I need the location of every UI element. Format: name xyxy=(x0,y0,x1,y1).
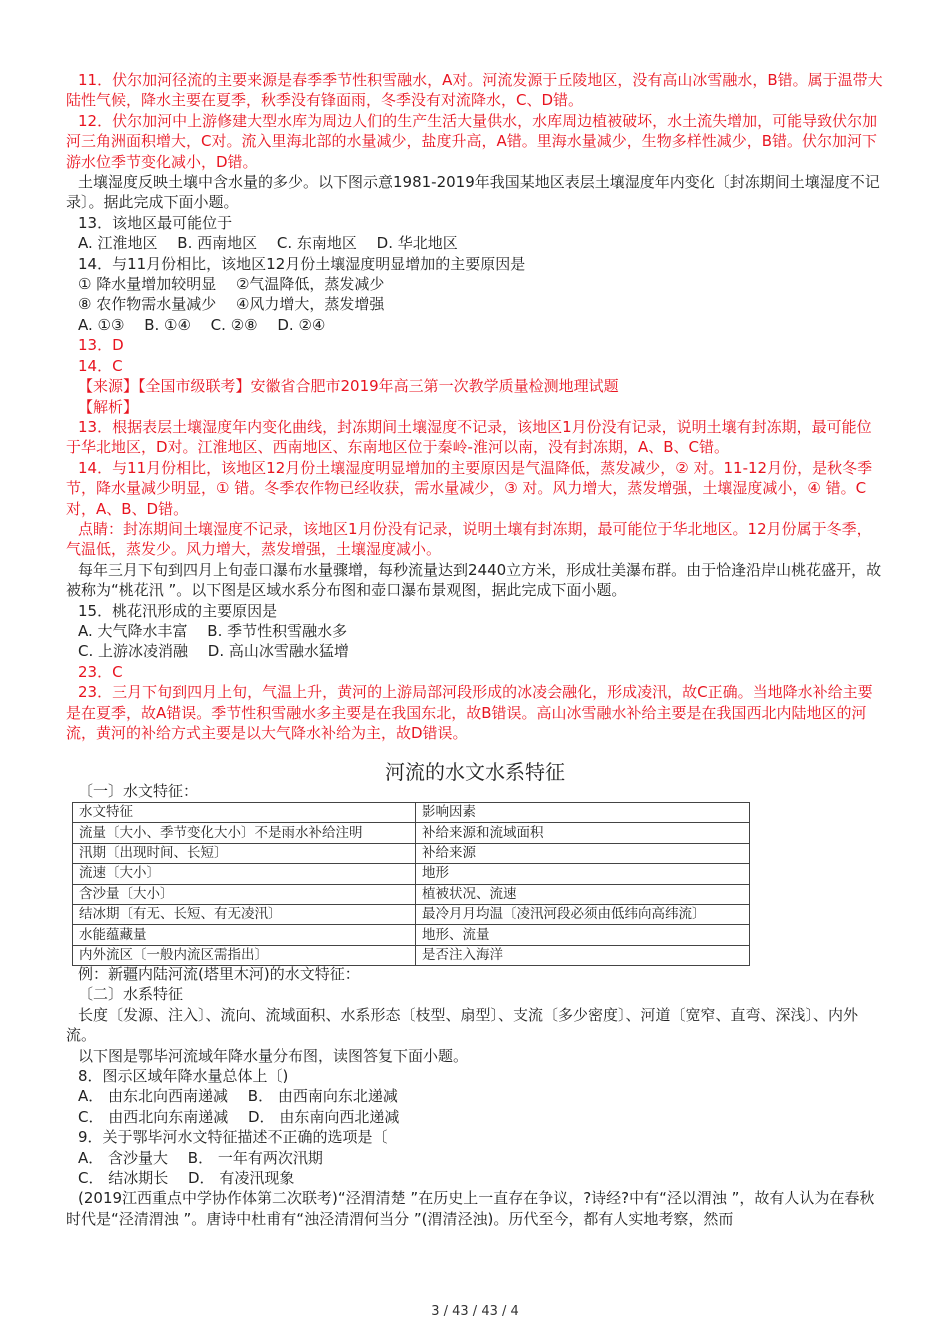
paragraph: 长度〔发源、注入〕、流向、流域面积、水系形态〔枝型、扇型〕、支流〔多少密度〕、河道〔宽窄、直弯、深浅〕、内外流。 xyxy=(66,1005,859,1045)
paragraph: A． 含沙量大 B． 一年有两次汛期 xyxy=(78,1148,323,1167)
paragraph: 〔二〕水系特征 xyxy=(78,985,184,1004)
table-row xyxy=(73,803,750,823)
paragraph: C． 由西北向东南递减 D． 由东南向西北递减 xyxy=(78,1107,400,1126)
paragraph: 【来源】【全国市级联考】安徽省合肥市2019年高三第一次教学质量检测地理试题 xyxy=(78,377,619,396)
section-title: 河流的水文水系特征 xyxy=(385,760,565,784)
table-cell-feature: 流量〔大小、季节变化大小〕不是雨水补给注明 xyxy=(73,823,416,843)
table-cell-feature: 内外流区〔一般内流区需指出〕 xyxy=(73,945,416,965)
table-cell-feature: 水能蕴藏量 xyxy=(73,925,416,945)
answer-section-top xyxy=(66,70,886,743)
table-cell-feature: 水文特征 xyxy=(73,803,416,823)
paragraph: 14．C xyxy=(78,356,123,375)
hydrology-table xyxy=(72,802,750,966)
subheading-text: 〔一〕水文特征： xyxy=(78,782,199,800)
paragraph: 点睛：封冻期间土壤湿度不记录，该地区1月份没有记录，说明土壤有封冻期，最可能位于华北地区。12月份属于冬季，气温低，蒸发少。风力增大，蒸发增强，土壤湿度减小。 xyxy=(66,519,872,559)
paragraph: 12．伏尔加河中上游修建大型水库为周边人们的生产生活大量供水，水库周边植被破坏，水土流失增加，可能导致伏尔加河三角洲面积增大，C对。流入里海北部的水量减少，盐度升高，A错。里海水量减少，生物多样性减少，B错。伏尔加河下游水位季节变化减小，D错。 xyxy=(66,111,878,171)
table-row xyxy=(73,823,750,843)
table-row xyxy=(73,904,750,924)
table-cell-factor: 影响因素 xyxy=(416,803,750,823)
table-cell-factor: 最冷月月均温〔凌汛河段必须由低纬向高纬流〕 xyxy=(416,904,750,924)
paragraph: A. 大气降水丰富 B. 季节性积雪融水多 xyxy=(78,621,348,640)
table-cell-factor: 地形、流量 xyxy=(416,925,750,945)
table-cell-factor: 补给来源 xyxy=(416,843,750,863)
paragraph: C． 结冰期长 D． 有凌汛现象 xyxy=(78,1169,295,1188)
table-row xyxy=(73,864,750,884)
paragraph: A. ①③ B. ①④ C. ②⑧ D. ②④ xyxy=(78,315,326,334)
paragraph: 14．与11月份相比，该地区12月份土壤湿度明显增加的主要原因是 xyxy=(78,254,526,273)
table-row xyxy=(73,884,750,904)
paragraph: 23．三月下旬到四月上旬，气温上升，黄河的上游局部河段形成的冰凌会融化，形成凌汛，故C正确。当地降水补给主要是在夏季，故A错误。季节性积雪融水多主要是在我国东北，故B错误。高山冰雪融水补给主要是在我国西北内陆地区的河流，黄河的补给方式主要是以大气降水补给为主，故D错误。 xyxy=(66,683,873,742)
paragraph: 13．D xyxy=(78,336,124,355)
paragraph: 23．C xyxy=(78,662,123,681)
paragraph: 8．图示区域年降水量总体上〔) xyxy=(78,1067,289,1086)
paragraph: 【解析】 xyxy=(78,397,139,416)
paragraph: 每年三月下旬到四月上旬壶口瀑布水量骤增，每秒流量达到2440立方米，形成壮美瀑布群。由于恰逢沿岸山桃花盛开，故被称为“桃花汛 ”。以下图是区域水系分布图和壶口瀑布景观图，据此完成下面小题。 xyxy=(66,560,882,600)
paragraph: A. 江淮地区 B. 西南地区 C. 东南地区 D. 华北地区 xyxy=(78,234,458,253)
table-row xyxy=(73,945,750,965)
table-cell-feature: 流速〔大小〕 xyxy=(73,864,416,884)
paragraph: 以下图是鄂毕河流域年降水量分布图，读图答复下面小题。 xyxy=(78,1046,469,1065)
paragraph: ① 降水量增加较明显 ②气温降低，蒸发减少 xyxy=(78,275,385,294)
paragraph: 14．与11月份相比，该地区12月份土壤湿度明显增加的主要原因是气温降低，蒸发减少，② 对。11-12月份，是秋冬季节，降水量减少明显，① 错。冬季农作物已经收获，需水量减少，③ 对。风力增大，蒸发增强，土壤湿度减小，④ 错。C对，A、B、D错。 xyxy=(66,458,873,518)
subheading-hydrology xyxy=(66,781,886,801)
table-row xyxy=(73,925,750,945)
paragraph: 9．关于鄂毕河水文特征描述不正确的选项是〔 xyxy=(78,1128,388,1147)
table-row xyxy=(73,843,750,863)
paragraph: 土壤湿度反映土壤中含水量的多少。以下图示意1981-2019年我国某地区表层土壤湿度年内变化〔封冻期间土壤湿度不记录〕。据此完成下面小题。 xyxy=(66,173,880,212)
paragraph: 13．根据表层土壤湿度年内变化曲线，封冻期间土壤湿度不记录，该地区1月份没有记录，说明土壤有封冻期，最可能位于华北地区，D对。江淮地区、西南地区、东南地区位于秦岭-淮河以南，没有封冻期，A、B、C错。 xyxy=(66,417,872,457)
paragraph: A． 由东北向西南递减 B． 由西南向东北递减 xyxy=(78,1087,398,1106)
table-cell-factor: 地形 xyxy=(416,864,750,884)
paragraph: ⑧ 农作物需水量减少 ④风力增大，蒸发增强 xyxy=(78,295,385,314)
text-section-bottom xyxy=(66,964,886,1229)
table-cell-feature: 结冰期〔有无、长短、有无凌汛〕 xyxy=(73,904,416,924)
table-cell-feature: 含沙量〔大小〕 xyxy=(73,884,416,904)
paragraph: 11．伏尔加河径流的主要来源是春季季节性积雪融水，A对。河流发源于丘陵地区，没有高山冰雪融水，B错。属于温带大陆性气候，降水主要在夏季，秋季没有锋面雨，冬季没有对流降水，C、D错。 xyxy=(66,71,883,110)
paragraph: 例：新疆内陆河流(塔里木河)的水文特征： xyxy=(78,965,360,983)
page-footer: 3 / 43 / 43 / 4 xyxy=(431,1304,519,1319)
table-cell-factor: 植被状况、流速 xyxy=(416,884,750,904)
paragraph: C. 上游冰凌消融 D. 高山冰雪融水猛增 xyxy=(78,642,349,661)
paragraph: 15．桃花汛形成的主要原因是 xyxy=(78,601,278,620)
table-cell-factor: 补给来源和流域面积 xyxy=(416,823,750,843)
paragraph: (2019江西重点中学协作体第二次联考)“泾渭清楚 ”在历史上一直存在争议，?诗经?中有“泾以渭浊 ”，故有人认为在春秋时代是“泾清渭浊 ”。唐诗中杜甫有“浊泾清渭何当分 ”(渭清泾浊)。历代至今，都有人实地考察，然而 xyxy=(66,1189,875,1228)
table-cell-feature: 汛期〔出现时间、长短〕 xyxy=(73,843,416,863)
table-cell-factor: 是否注入海洋 xyxy=(416,945,750,965)
paragraph: 13．该地区最可能位于 xyxy=(78,213,233,232)
